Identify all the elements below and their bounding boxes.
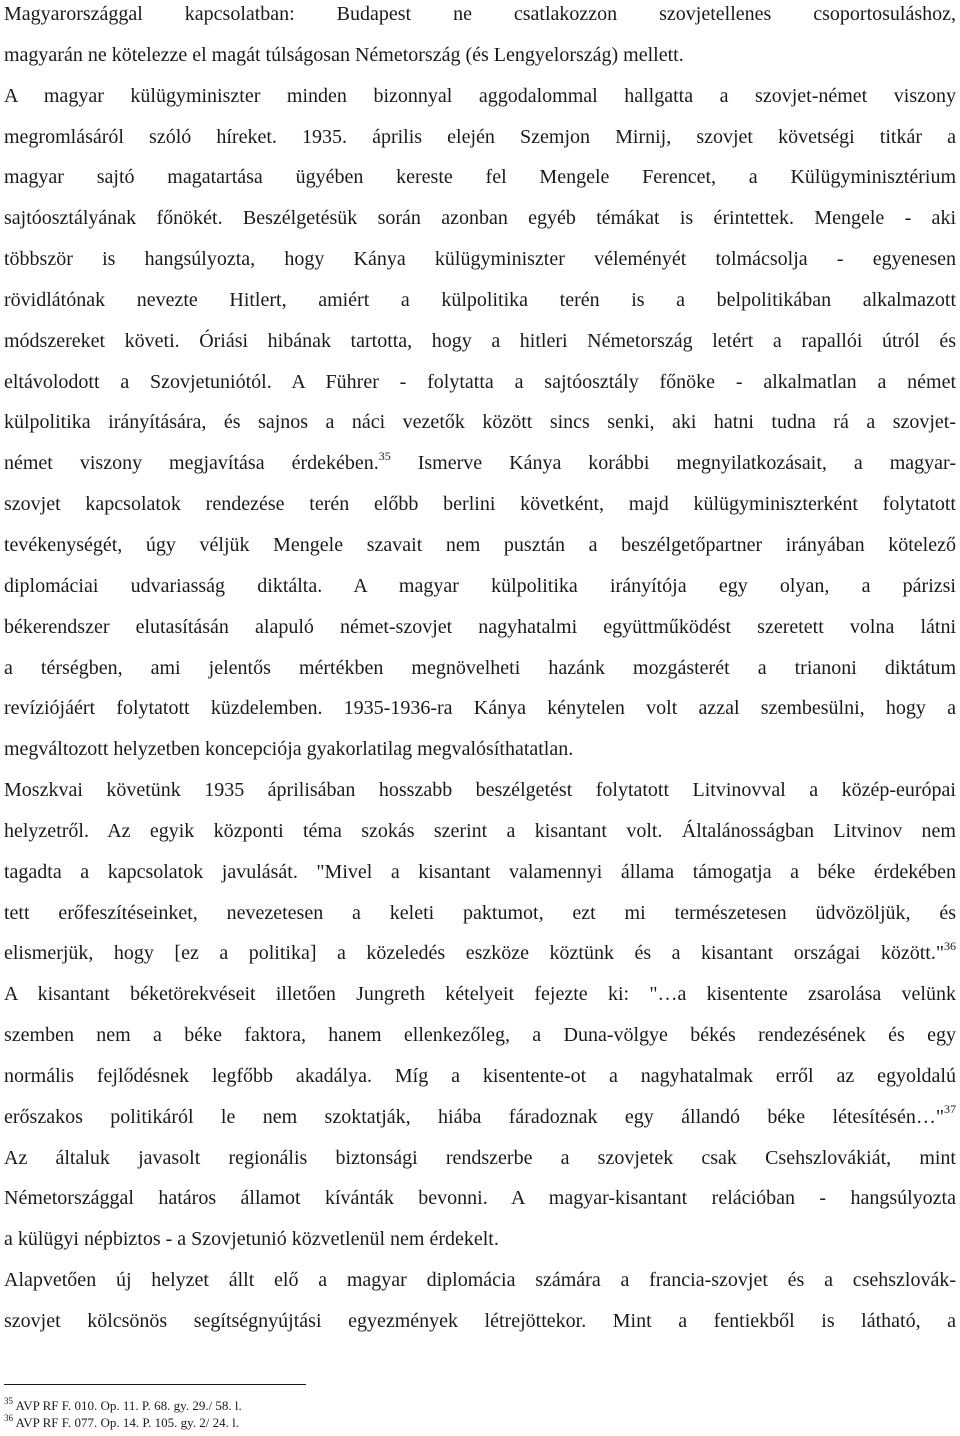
text-line [4,933,956,974]
text-line: a külügyi népbiztos - a Szovjetunió közvetlenül nem érdekelt. [4,1228,499,1251]
text-line: megromlásáról szóló híreket. 1935. április elején Szemjon Mirnij, szovjet követségi titkár a [4,125,956,148]
footnote-number: 35 [4,1395,13,1406]
footnote-ref: 36 [944,938,956,953]
text-line: a térségben, ami jelentős mértékben megnövelheti hazánk mozgásterét a trianoni diktátum [4,656,956,679]
text-line: revíziójáért folytatott küzdelemben. 1935-1936-ra Kánya kénytelen volt azzal szembesülni, hogy a [4,697,956,720]
text-line: diplomáciai udvariasság diktálta. A magyar külpolitika irányítója egy olyan, a párizsi [4,574,956,597]
text-line: többször is hangsúlyozta, hogy Kánya külügyminiszter véleményét tolmácsolja - egyenesen [4,248,956,271]
footnote-text: AVP RF F. 077. Op. 14. P. 105. gy. 2/ 24. l. [13,1415,240,1430]
text-line: szemben nem a béke faktora, hanem ellenkezőleg, a Duna-völgye békés rendezésének és egy [4,1024,956,1047]
text-line: szovjet kapcsolatok rendezése terén előbb berlini követként, majd külügyminiszterként folytatott [4,493,956,516]
footnote-text: AVP RF F. 010. Op. 11. P. 68. gy. 29./ 58. l. [13,1398,242,1413]
text-line: tett erőfeszítéseinket, nevezetesen a keleti paktumot, ezt mi természetesen üdvözöljük, és [4,901,956,924]
footnotes [4,1397,242,1431]
text-fragment: német viszony megjavítása érdekében. [4,452,379,475]
text-line: tagadta a kapcsolatok javulását. "Mivel a kisantant valamennyi állama támogatja a béke érdekében [4,860,956,883]
text-line: normális fejlődésnek legfőbb akadálya. Míg a kisentente-ot a nagyhatalmak erről az egyoldalú [4,1064,956,1087]
footnote-ref: 35 [378,448,391,463]
text-line: megváltozott helyzetben koncepciója gyakorlatilag megvalósíthatatlan. [4,738,574,761]
footnote [4,1414,242,1431]
text-line: magyarán ne kötelezze el magát túlságosan Németország (és Lengyelország) mellett. [4,43,684,66]
text-line [4,443,956,484]
footnote [4,1397,242,1414]
text-line: magyar sajtó magatartása ügyében kereste fel Mengele Ferencet, a Külügyminisztérium [4,166,956,189]
text-fragment: erőszakos politikáról le nem szoktatják, hiába fáradoznak egy állandó béke létesítésén…" [4,1105,944,1128]
text-line: Alapvetően új helyzet állt elő a magyar diplomácia számára a francia-szovjet és a csehszlovák- [4,1269,956,1292]
text-line [4,1097,956,1138]
body-text [4,0,956,1342]
text-line: Németországgal határos államot kívánták bevonni. A magyar-kisantant relációban - hangsúlyozta [4,1187,956,1210]
text-line: Moszkvai követünk 1935 áprilisában hosszabb beszélgetést folytatott Litvinovval a közép-európai [4,779,956,802]
text-fragment: Ismerve Kánya korábbi megnyilatkozásait, a magyar- [390,452,956,475]
footnote-divider [4,1384,306,1385]
text-line: békerendszer elutasításán alapuló német-szovjet nagyhatalmi együttműködést szeretett volna látni [4,615,956,638]
text-line: helyzetről. Az egyik központi téma szokás szerint a kisantant volt. Általánosságban Litvinov nem [4,819,956,842]
text-line: módszereket követi. Óriási hibának tartotta, hogy a hitleri Németország letért a rapallói útról és [4,329,956,352]
text-line: külpolitika irányítására, és sajnos a náci vezetők között sincs senki, aki hatni tudna rá a szovjet- [4,411,956,434]
text-line: tevékenységét, úgy véljük Mengele szavait nem pusztán a beszélgetőpartner irányában kötelező [4,533,956,556]
text-line: Az általuk javasolt regionális biztonsági rendszerbe a szovjetek csak Csehszlovákiát, mint [4,1146,956,1169]
text-line: A kisantant béketörekvéseit illetően Jungreth kételyeit fejezte ki: "…a kisentente zsarolása velünk [4,983,956,1006]
text-line: eltávolodott a Szovjetuniótól. A Führer - folytatta a sajtóosztály főnöke - alkalmatlan a német [4,370,956,393]
text-line: sajtóosztályának főnökét. Beszélgetésük során azonban egyéb témákat is érintettek. Mengele - aki [4,207,956,230]
text-line: rövidlátónak nevezte Hitlert, amiért a külpolitika terén is a belpolitikában alkalmazott [4,288,956,311]
footnote-ref: 37 [944,1102,956,1117]
text-line: Magyarországgal kapcsolatban: Budapest ne csatlakozzon szovjetellenes csoportosuláshoz, [4,3,956,25]
footnote-number: 36 [4,1412,13,1423]
text-line: szovjet kölcsönös segítségnyújtási egyezmények létrejöttekor. Mint a fentiekből is látható, a [4,1310,956,1332]
text-line: A magyar külügyminiszter minden bizonnyal aggodalommal hallgatta a szovjet-német viszony [4,84,956,107]
text-fragment: elismerjük, hogy [ez a politika] a közeledés eszköze köztünk és a kisantant országai között." [4,942,944,965]
